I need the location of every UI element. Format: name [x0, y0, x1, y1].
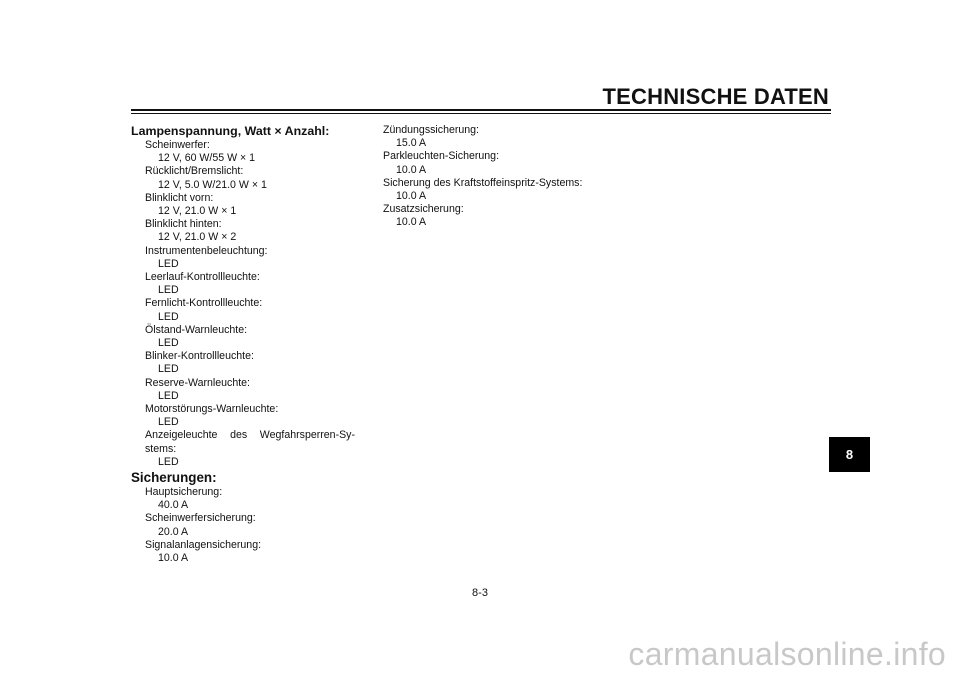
spec-label: Anzeigeleuchte des Wegfahrsperren-Sy- — [145, 429, 355, 442]
spec-label: Scheinwerfersicherung: — [145, 512, 256, 525]
spec-value: LED — [158, 363, 179, 376]
spec-value: LED — [158, 337, 179, 350]
spec-label-continued: stems: — [145, 442, 177, 455]
left-column — [131, 123, 355, 565]
spec-value: 10.0 A — [396, 190, 427, 203]
spec-value: 20.0 A — [158, 525, 189, 538]
spec-label: Sicherung des Kraftstoffeinspritz-Systems: — [383, 176, 583, 189]
spec-label: Signalanlagensicherung: — [145, 538, 262, 551]
spec-value: LED — [158, 389, 179, 402]
header-rule-thin — [131, 113, 831, 114]
page-title: TECHNISCHE DATEN — [602, 84, 829, 109]
spec-value: 12 V, 21.0 W × 2 — [158, 231, 237, 244]
spec-value: 12 V, 5.0 W/21.0 W × 1 — [158, 178, 267, 191]
spec-label: Motorstörungs-Warnleuchte: — [145, 403, 279, 416]
lamps-heading: Lampenspannung, Watt × Anzahl: — [131, 124, 330, 138]
spec-value: 40.0 A — [158, 499, 189, 512]
watermark: carmanualsonline.info — [628, 636, 946, 672]
spec-label: Rücklicht/Bremslicht: — [145, 165, 244, 178]
spec-label: Blinker-Kontrollleuchte: — [145, 350, 254, 363]
spec-value: LED — [158, 416, 179, 429]
spec-label: Parkleuchten-Sicherung: — [383, 150, 500, 163]
spec-value: 12 V, 60 W/55 W × 1 — [158, 152, 256, 165]
spec-value: 10.0 A — [158, 552, 189, 565]
spec-label: Zündungssicherung: — [383, 124, 479, 136]
fuses-heading: Sicherungen: — [131, 470, 217, 486]
spec-label: Blinklicht hinten: — [145, 218, 222, 231]
spec-value: 10.0 A — [396, 216, 427, 229]
header-rule-thick — [131, 109, 831, 111]
spec-value: 12 V, 21.0 W × 1 — [158, 205, 237, 218]
chapter-tab: 8 — [829, 437, 870, 472]
spec-value: 10.0 A — [396, 163, 427, 176]
spec-value: LED — [158, 455, 179, 468]
spec-value: LED — [158, 310, 179, 323]
spec-label: Hauptsicherung: — [145, 486, 223, 499]
page-number: 8-3 — [472, 587, 488, 599]
spec-label: Zusatzsicherung: — [383, 203, 464, 216]
spec-label: Instrumentenbeleuchtung: — [145, 244, 268, 257]
spec-value: 15.0 A — [396, 137, 427, 150]
spec-label: Scheinwerfer: — [145, 139, 210, 151]
spec-label: Ölstand-Warnleuchte: — [145, 323, 248, 336]
spec-label: Blinklicht vorn: — [145, 191, 214, 204]
spec-label: Fernlicht-Kontrollleuchte: — [145, 297, 263, 310]
right-column — [383, 124, 623, 230]
spec-label: Reserve-Warnleuchte: — [145, 376, 250, 389]
spec-value: LED — [158, 257, 179, 270]
spec-value: LED — [158, 284, 179, 297]
spec-label: Leerlauf-Kontrollleuchte: — [145, 271, 260, 284]
